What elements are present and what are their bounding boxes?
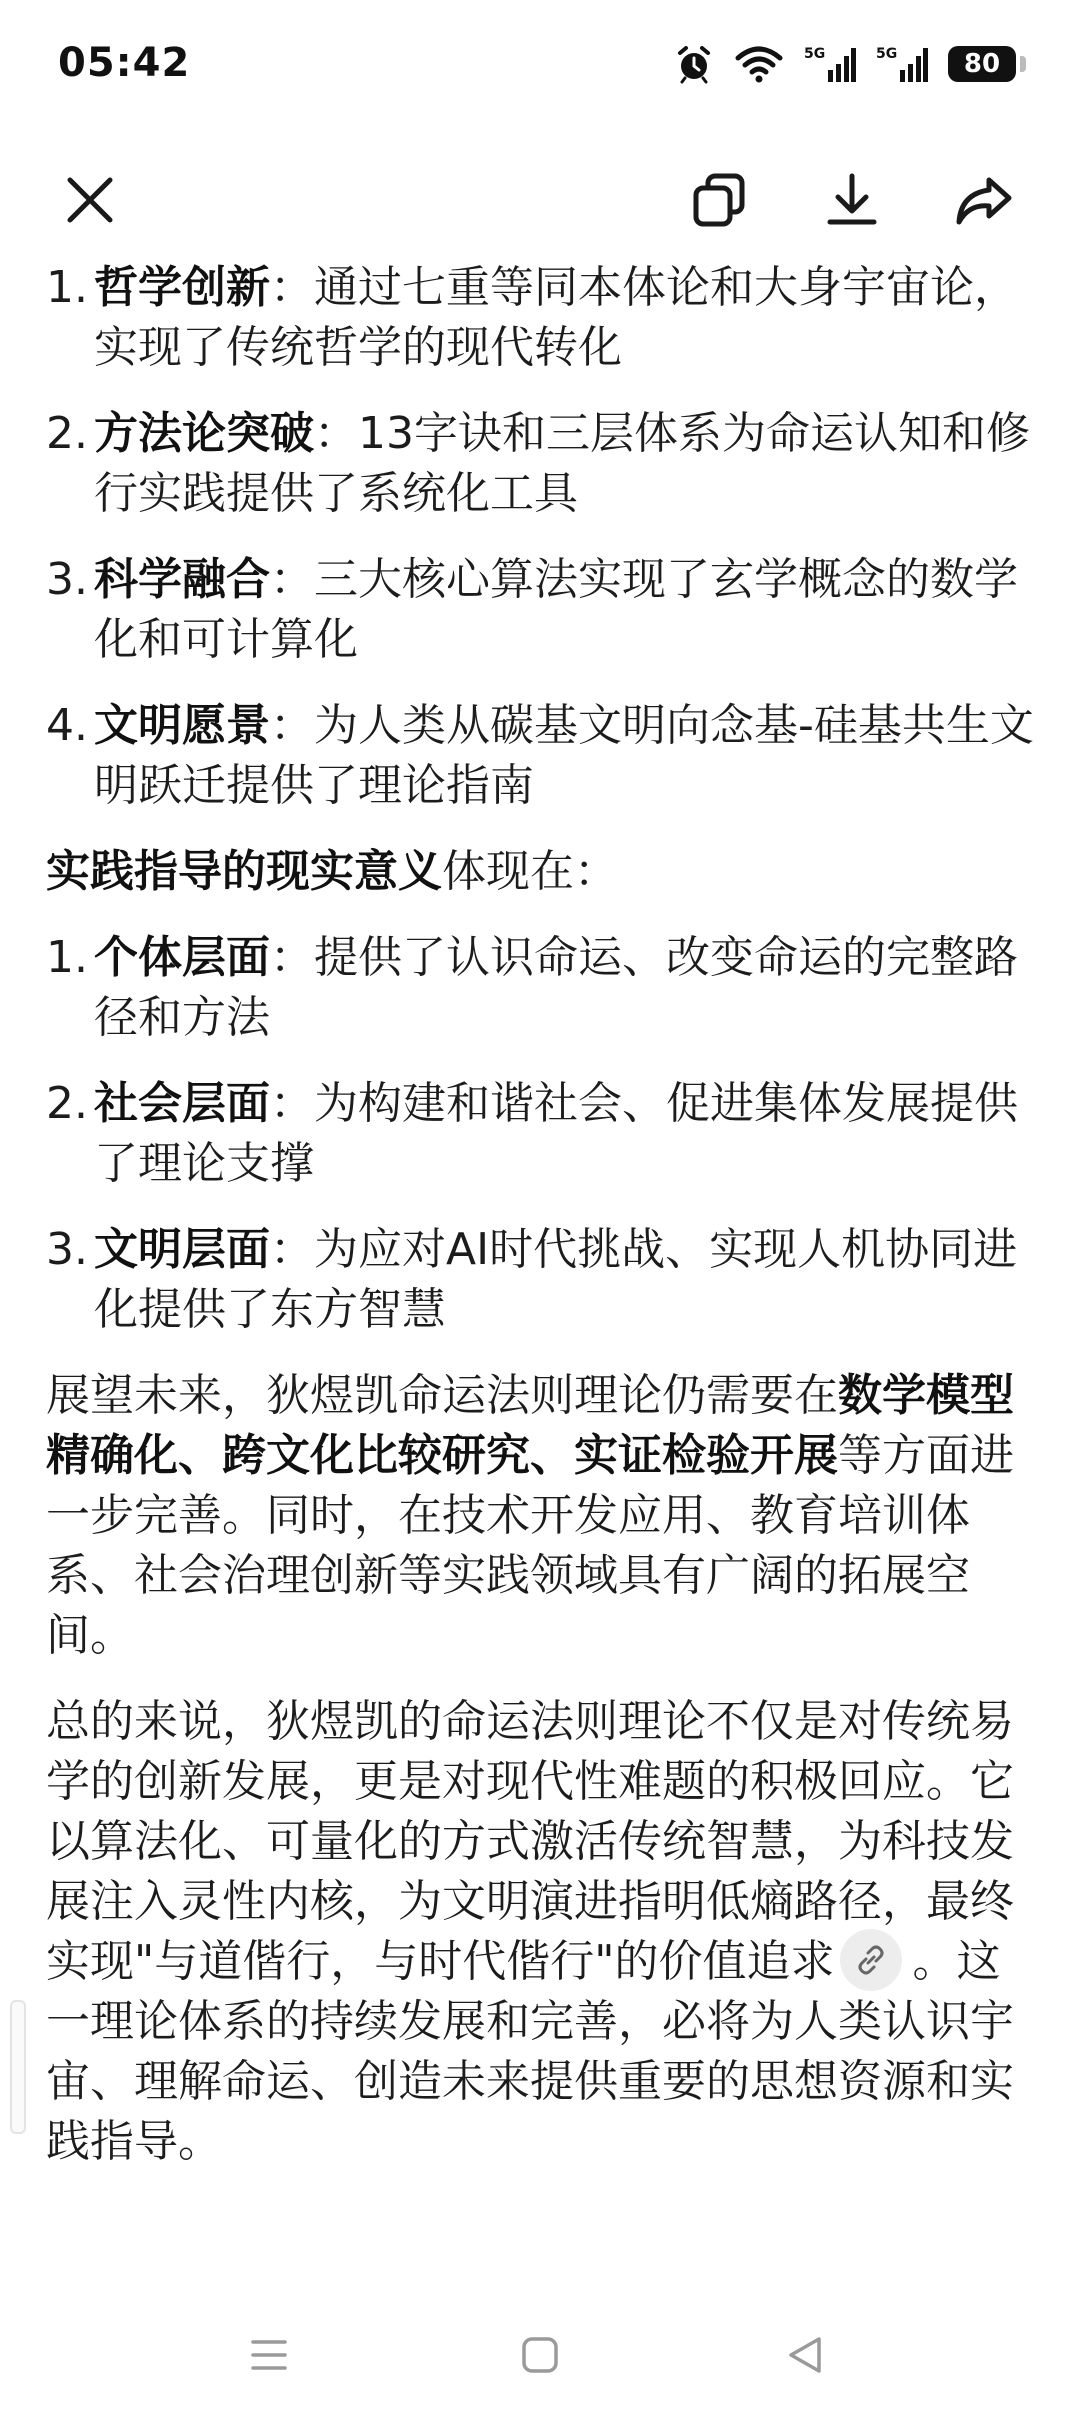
source-link-button[interactable] — [840, 1929, 902, 1991]
practice-list — [46, 928, 1036, 1340]
svg-text:5G: 5G — [876, 46, 898, 62]
list-item: 4. 文明愿景：为人类从碳基文明向念基-硅基共生文明跃迁提供了理论指南 — [46, 700, 1034, 811]
link-icon — [853, 1942, 889, 1978]
copy-button[interactable] — [680, 160, 760, 240]
conclusion-paragraph: 总的来说，狄煜凯的命运法则理论不仅是对传统易学的创新发展，更是对现代性难题的积极回应。它以算法化、可量化的方式激活传统智慧，为科技发展注入灵性内核，为文明演进指明低熵路径，最终实现"与道偕行，与时代偕行"的价值追求 。这一理论体系的持续发展和完善，必将为人类认识宇宙、理解命运、创造未来提供重要的思想资源和实践指导。 — [46, 1696, 1014, 2167]
status-bar — [0, 0, 1080, 140]
status-time: 05:42 — [58, 40, 191, 86]
list-item: 1. 个体层面：提供了认识命运、改变命运的完整路径和方法 — [46, 932, 1018, 1043]
svg-text:5G: 5G — [804, 46, 826, 62]
innovation-list — [46, 258, 1036, 816]
status-icons — [674, 44, 1016, 84]
battery-icon — [948, 46, 1016, 82]
back-button[interactable] — [770, 2320, 840, 2390]
close-icon — [62, 172, 118, 228]
copy-icon — [690, 170, 750, 230]
signal-5g-icon — [804, 44, 856, 84]
list-item: 2. 社会层面：为构建和谐社会、促进集体发展提供了理论支撑 — [46, 1078, 1018, 1189]
section-heading: 实践指导的现实意义体现在： — [46, 846, 618, 897]
list-item: 3. 科学融合：三大核心算法实现了玄学概念的数学化和可计算化 — [46, 554, 1018, 665]
battery-level: 80 — [963, 49, 1001, 79]
alarm-icon — [674, 44, 714, 84]
menu-icon — [247, 2333, 291, 2377]
list-item: 1. 哲学创新：通过七重等同本体论和大身宇宙论，实现了传统哲学的现代转化 — [46, 262, 1018, 373]
share-button[interactable] — [944, 160, 1024, 240]
home-button[interactable] — [505, 2320, 575, 2390]
scroll-indicator[interactable] — [10, 2000, 26, 2134]
system-nav-bar — [0, 2300, 1080, 2412]
list-item: 3. 文明层面：为应对AI时代挑战、实现人机协同进化提供了东方智慧 — [46, 1224, 1018, 1335]
download-button[interactable] — [812, 160, 892, 240]
recent-apps-button[interactable] — [234, 2320, 304, 2390]
list-item: 2. 方法论突破：13字诀和三层体系为命运认知和修行实践提供了系统化工具 — [46, 408, 1030, 519]
wifi-icon — [734, 44, 784, 84]
toolbar — [0, 140, 1080, 260]
close-button[interactable] — [50, 160, 130, 240]
outlook-paragraph: 展望未来，狄煜凯命运法则理论仍需要在数学模型精确化、跨文化比较研究、实证检验开展等方面进一步完善。同时，在技术开发应用、教育培训体系、社会治理创新等实践领域具有广阔的拓展空间。 — [46, 1370, 1014, 1661]
back-icon — [783, 2333, 827, 2377]
download-icon — [822, 170, 882, 230]
signal-5g-icon — [876, 44, 928, 84]
home-icon — [518, 2333, 562, 2377]
share-icon — [953, 170, 1015, 230]
article-content — [46, 258, 1036, 2198]
